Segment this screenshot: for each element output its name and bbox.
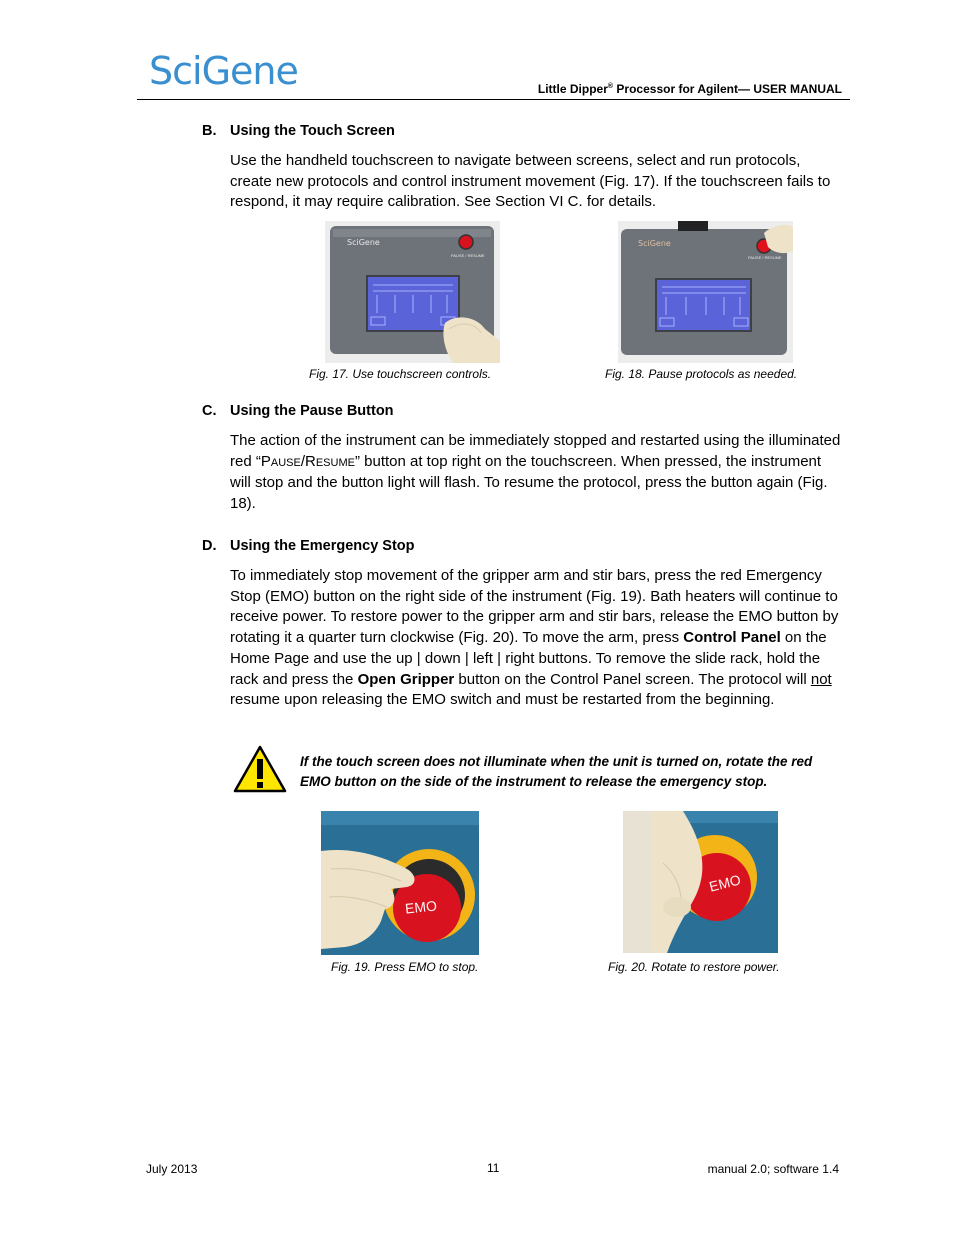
header-title: [538, 80, 842, 96]
section-d-letter: D.: [202, 538, 217, 554]
resume-cap: R: [305, 452, 316, 470]
fig-19-emo-label: EMO: [404, 897, 438, 917]
header-divider: [137, 99, 850, 100]
open-gripper-term: Open Gripper: [357, 670, 455, 688]
fig-17-photo: [325, 221, 500, 363]
section-c-heading: [202, 402, 394, 420]
section-d-text-1: To immediately stop movement of the gripper arm and stir bars, press the red Emergency Stop (EMO) button on the right side of the instrument (Fig. 19). Bath heaters will continue to receive power. To restore power to the gripper arm and stir bars, release the EMO button by rotating it a quarter turn clockwise (Fig. 20). To move the arm, press: [230, 567, 839, 647]
section-d-text-4: resume upon releasing the EMO switch and must be restarted from the beginning.: [230, 691, 775, 709]
fig-17-pause-resume-label: PAUSE / RESUME: [451, 253, 485, 258]
not-underlined: not: [810, 670, 832, 688]
fig-19-caption: Fig. 19. Press EMO to stop.: [331, 960, 479, 974]
fig-18-brand: SciGene: [638, 239, 671, 248]
footer-page-number: 11: [487, 1161, 500, 1175]
fig-19-photo: [321, 811, 479, 955]
section-d-body: [230, 566, 842, 711]
header-title-prefix: Little Dipper: [537, 82, 608, 96]
section-d-text-2: on the Home Page and use the up | down | left | right buttons. To remove the slide rack, hold the rack and press the: [230, 629, 827, 688]
section-c-body: [230, 431, 842, 515]
section-c-text-1: The action of the instrument can be immediately stopped and restarted using the illuminated red “: [230, 432, 841, 470]
footer-version: manual 2.0; software 1.4: [707, 1162, 839, 1176]
pause-resume-slash: /: [300, 452, 305, 470]
section-d-title: Using the Emergency Stop: [230, 538, 415, 554]
header-title-suffix: Processor for Agilent— USER MANUAL: [613, 82, 842, 96]
registered-mark: ®: [607, 83, 614, 90]
footer-date: July 2013: [146, 1162, 198, 1176]
section-c-letter: C.: [202, 403, 217, 419]
pause-cap: P: [260, 452, 271, 470]
section-d-text-3: button on the Control Panel screen. The protocol will: [454, 670, 811, 688]
section-d-heading: [202, 537, 415, 555]
section-b-letter: B.: [202, 123, 217, 139]
section-b-heading: [202, 122, 395, 140]
control-panel-term: Control Panel: [683, 629, 781, 647]
emo-rotate-illustration: [623, 811, 778, 953]
fig-20-caption: Fig. 20. Rotate to restore power.: [608, 960, 780, 974]
section-c-text-2: ” button at top right on the touchscreen. When pressed, the instrument will stop and the button light will flash. To resume the protocol, press the button again (Fig. 18).: [230, 452, 828, 513]
fig-18-caption: Fig. 18. Pause protocols as needed.: [605, 367, 798, 381]
section-c-title: Using the Pause Button: [230, 403, 394, 419]
resume-smallcaps: ESUME: [315, 456, 355, 469]
section-b-title: Using the Touch Screen: [230, 123, 395, 139]
fig-17-brand: SciGene: [347, 238, 380, 247]
warning-text: If the touch screen does not illuminate when the unit is turned on, rotate the red EMO button on the side of the instrument to release the emergency stop.: [300, 754, 813, 789]
fig-20-photo: [623, 811, 778, 953]
emo-press-illustration: [321, 811, 479, 955]
warning-triangle-icon: [233, 745, 287, 793]
fig-17-caption: Fig. 17. Use touchscreen controls.: [309, 367, 492, 381]
pause-smallcaps: AUSE: [270, 456, 301, 469]
scigene-logo: SciGene: [149, 49, 298, 93]
fig-18-photo: [618, 221, 793, 363]
fig-20-emo-label: EMO: [707, 871, 743, 895]
fig-18-pause-resume-label: PAUSE / RESUME: [748, 255, 782, 260]
section-b-body: Use the handheld touchscreen to navigate between screens, select and run protocols, create new protocols and control instrument movement (Fig. 17). If the touchscreen fails to respond, it may require calibration. See Section VI C. for details.: [230, 152, 831, 211]
